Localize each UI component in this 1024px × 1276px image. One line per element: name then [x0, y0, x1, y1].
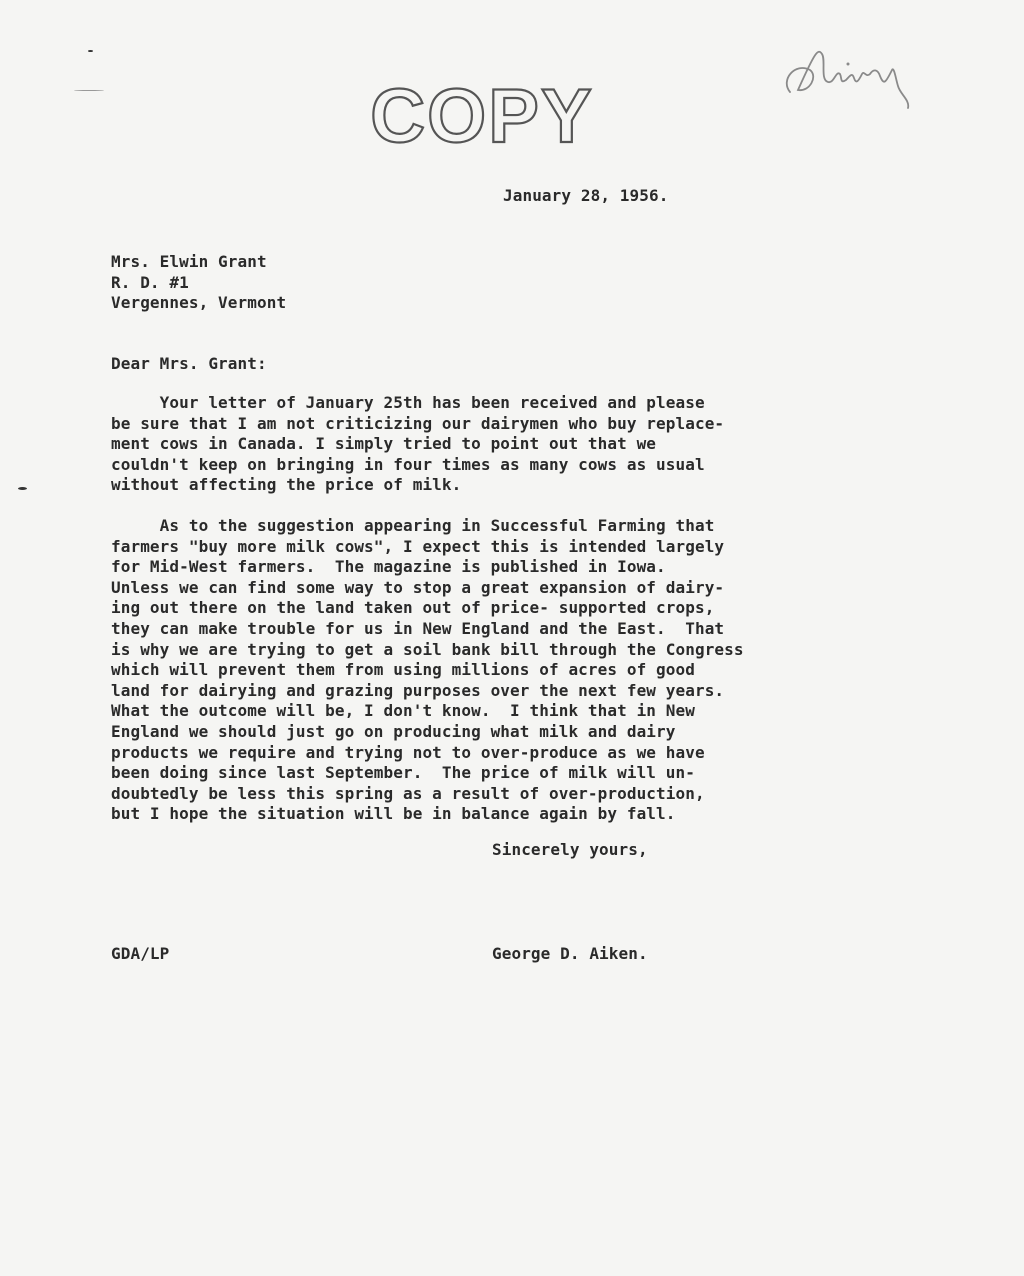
paragraph-line: for Mid-West farmers. The magazine is published in Iowa.	[111, 557, 666, 577]
paragraph-1	[111, 393, 724, 496]
paragraph-line: land for dairying and grazing purposes over the next few years.	[111, 680, 725, 700]
handwritten-note	[770, 40, 920, 110]
typist-initials: GDA/LP	[111, 944, 170, 963]
speck	[18, 487, 27, 490]
paragraph-line: but I hope the situation will be in balance again by fall.	[111, 804, 676, 824]
paragraph-line: England we should just go on producing what milk and dairy	[111, 721, 676, 741]
paragraph-line: farmers "buy more milk cows", I expect this is intended largely	[111, 536, 725, 556]
paragraph-line: ing out there on the land taken out of price- supported crops,	[111, 598, 715, 618]
paragraph-line: been doing since last September. The price of milk will un-	[111, 763, 695, 783]
paragraph-line: As to the suggestion appearing in Successful Farming that	[111, 516, 715, 535]
paragraph-line: which will prevent them from using millions of acres of good	[111, 660, 695, 680]
closing: Sincerely yours,	[492, 840, 648, 859]
paragraph-2	[111, 516, 744, 825]
speck	[88, 50, 93, 52]
paragraph-line: be sure that I am not criticizing our dairymen who buy replace-	[111, 413, 725, 433]
paragraph-line: ment cows in Canada. I simply tried to point out that we	[111, 434, 657, 454]
paragraph-line: couldn't keep on bringing in four times as many cows as usual	[111, 454, 705, 474]
recipient-name: Mrs. Elwin Grant	[111, 252, 267, 271]
paragraph-line: they can make trouble for us in New England and the East. That	[111, 618, 725, 638]
paragraph-line: Unless we can find some way to stop a great expansion of dairy-	[111, 577, 725, 597]
paragraph-line: Your letter of January 25th has been received and please	[111, 393, 705, 412]
letter-date: January 28, 1956.	[503, 186, 669, 205]
recipient-town: Vergennes, Vermont	[111, 293, 287, 312]
recipient-route: R. D. #1	[111, 272, 189, 292]
salutation: Dear Mrs. Grant:	[111, 354, 267, 373]
recipient-address	[111, 252, 286, 314]
paragraph-line: products we require and trying not to over-produce as we have	[111, 742, 705, 762]
paragraph-line: doubtedly be less this spring as a result of over-production,	[111, 783, 705, 803]
paragraph-line: is why we are trying to get a soil bank bill through the Congress	[111, 639, 744, 659]
pencil-scribble-icon	[770, 40, 920, 110]
paragraph-line: What the outcome will be, I don't know. I think that in New	[111, 701, 695, 721]
copy-stamp-text: COPY	[370, 82, 594, 152]
speck	[74, 90, 104, 91]
signature-name: George D. Aiken.	[492, 944, 648, 963]
paragraph-line: without affecting the price of milk.	[111, 475, 462, 495]
copy-stamp	[352, 82, 612, 152]
